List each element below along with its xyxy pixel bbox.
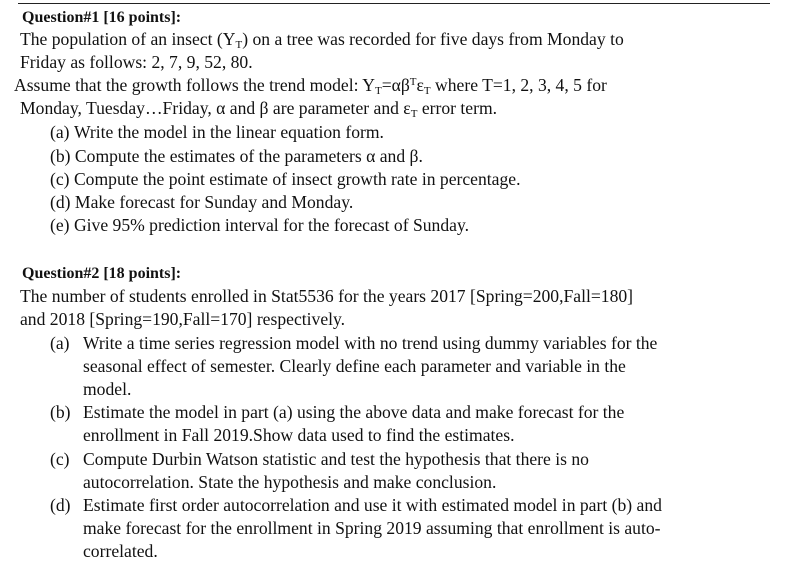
question-2-item-b-line-2: enrollment in Fall 2019.Show data used to find the estimates. xyxy=(83,425,515,445)
q1-line3-b: =αβ xyxy=(381,75,410,95)
question-2-item-a-line-1: Write a time series regression model with no trend using dummy variables for the xyxy=(83,333,658,353)
question-1-heading: Question#1 [16 points]: xyxy=(22,9,182,26)
item-label: (c) xyxy=(50,169,70,189)
q1-line4-a: Monday, Tuesday…Friday, α and β are parameter and ε xyxy=(20,98,411,118)
question-2-item-d-line-1: Estimate first order autocorrelation and use it with estimated model in part (b) and xyxy=(83,495,662,515)
q1-line4-b: error term. xyxy=(417,98,498,118)
q1-line3-sub2: T xyxy=(423,85,431,97)
q1-line3-a: Assume that the growth follows the trend model: Y xyxy=(14,75,375,95)
q1-line3-sup: T xyxy=(409,76,417,88)
q1-line1-tail: ) on a tree was recorded for five days from Monday to xyxy=(242,29,624,49)
question-1-item-c xyxy=(50,168,520,192)
q1-line1-subscript: T xyxy=(235,39,243,51)
item-text: Compute the point estimate of insect growth rate in percentage. xyxy=(73,169,521,189)
question-2-item-b-line-1: Estimate the model in part (a) using the above data and make forecast for the xyxy=(83,402,625,422)
q1-line3-c: ε xyxy=(416,75,424,95)
question-2-item-c-line-2: autocorrelation. State the hypothesis and make conclusion. xyxy=(83,472,497,492)
question-1-item-e xyxy=(50,214,469,238)
q1-line1-text: The population of an insect (Y xyxy=(20,29,236,49)
item-label: (a) xyxy=(50,122,70,142)
item-text: Make forecast for Sunday and Monday. xyxy=(74,192,354,212)
question-1-item-a xyxy=(50,121,384,145)
question-2-item-a-line-2: seasonal effect of semester. Clearly define each parameter and variable in the xyxy=(83,356,626,376)
question-1-line-2: Friday as follows: 2, 7, 9, 52, 80. xyxy=(20,52,253,72)
question-1-item-b xyxy=(50,145,423,169)
item-label: (d) xyxy=(50,192,71,212)
question-1-line-4 xyxy=(20,97,497,124)
question-1-item-d xyxy=(50,191,353,215)
q1-line3-d: where T=1, 2, 3, 4, 5 for xyxy=(430,75,607,95)
question-2-item-b-label: (b) xyxy=(50,402,71,422)
item-text: Compute the estimates of the parameters α and β. xyxy=(74,146,423,166)
question-2-heading: Question#2 [18 points]: xyxy=(22,265,182,282)
item-label: (b) xyxy=(50,146,71,166)
question-2-item-c-label: (c) xyxy=(50,449,70,469)
question-2-line-2: and 2018 [Spring=190,Fall=170] respectively. xyxy=(20,309,346,329)
question-2-item-d-line-3: correlated. xyxy=(83,541,158,561)
question-2-item-d-line-2: make forecast for the enrollment in Spring 2019 assuming that enrollment is auto- xyxy=(83,518,661,538)
question-2-item-c-line-1: Compute Durbin Watson statistic and test the hypothesis that there is no xyxy=(83,449,589,469)
question-2-line-1: The number of students enrolled in Stat5536 for the years 2017 [Spring=200,Fall=180] xyxy=(20,286,634,306)
question-2-item-a-label: (a) xyxy=(50,333,70,353)
item-text: Give 95% prediction interval for the forecast of Sunday. xyxy=(73,215,470,235)
item-label: (e) xyxy=(50,215,70,235)
question-2-item-a-line-3: model. xyxy=(83,379,132,399)
question-2-item-d-label: (d) xyxy=(50,495,71,515)
q1-line3-sub1: T xyxy=(374,85,382,97)
item-text: Write the model in the linear equation form. xyxy=(73,122,384,142)
q1-line4-sub: T xyxy=(410,108,418,120)
